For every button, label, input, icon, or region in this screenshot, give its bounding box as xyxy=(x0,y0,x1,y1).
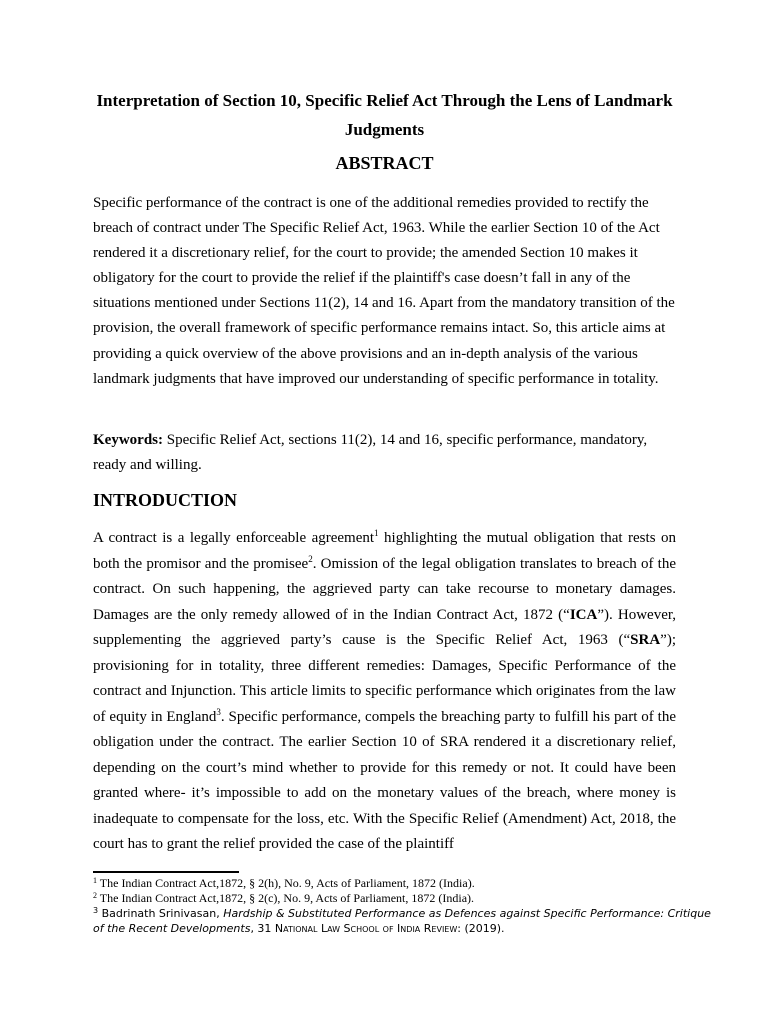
footnote-2 xyxy=(93,891,683,906)
footnote-ref[interactable]: 3 xyxy=(216,706,221,717)
footnote-3-cont xyxy=(93,921,683,936)
introduction-heading: INTRODUCTION xyxy=(93,490,238,510)
footnotes xyxy=(93,876,711,936)
intro-bold-abbrev: ICA xyxy=(569,606,598,623)
footnote-number: 3 xyxy=(93,906,99,915)
abstract-paragraph: Specific performance of the contract is one of the additional remedies provided to rectify the breach of contract under The Specific Relief Act, 1963. While the earlier Section 10 of the Act rendered it a discretionary relief, for the court to provide; the amended Section 10 makes it obligatory for the court to provide the relief if the plaintiff's case doesn’t fall in any of the situations mentioned under Sections 11(2), 14 and 16. Apart from the mandatory transition of the provision, the overall framework of specific performance remains intact. So, this article aims at providing a quick overview of the above provisions and an in-depth analysis of the various landmark judgments that have improved our understanding of specific performance in totality. xyxy=(93,195,675,387)
abstract-heading: ABSTRACT xyxy=(335,153,434,173)
footnote-number: 2 xyxy=(93,891,97,900)
footnote-ref[interactable]: 1 xyxy=(374,528,379,538)
footnote-text: The Indian Contract Act,1872, § 2(h), No. 9, Acts of Parliament, 1872 (India). xyxy=(97,876,475,890)
footnote-3 xyxy=(93,906,711,921)
footnote-number: 1 xyxy=(93,876,97,885)
intro-bold-abbrev: SRA xyxy=(630,632,661,648)
intro-text: ”); provisioning for in totality, three different remedies: Damages, Specific Performance of the contract and Injunction. This article limits to specific performance which originates from the law of equity in England xyxy=(93,632,676,725)
intro-text: highlighting the mutual obligation that rests on both the promisor and the promisee xyxy=(93,530,676,572)
footnote-journal: , 31 National Law School of India Review: (2019). xyxy=(250,922,505,935)
keywords-paragraph xyxy=(93,428,676,478)
footnote-author: Badrinath Srinivasan, xyxy=(98,907,224,920)
intro-text: . Specific performance, compels the breaching party to fulfill his part of the obligation under the contract. The earlier Section 10 of SRA rendered it a discretionary relief, depending on the court’s mind whether to provide for this remedy or not. It could have been granted where- it’s impossible to add on the monetary values of the breach, where money is inadequate to compensate for the loss, etc. With the Specific Relief (Amendment) Act, 2018, the court has to grant the relief provided the case of the plaintiff xyxy=(93,708,676,852)
introduction-paragraph xyxy=(93,526,676,858)
intro-text: ”). However, supplementing the aggrieved party’s cause is the Specific Relief Act, 1963 (“ xyxy=(93,606,676,648)
intro-text: . Omission of the legal obligation translates to breach of the contract. On such happening, the aggrieved party can take recourse to monetary damages. Damages are the only remedy allowed of in the Indian Contract Act, 1872 (“ xyxy=(93,555,676,623)
footnote-title: of the Recent Developments xyxy=(93,922,251,935)
keywords-text: Specific Relief Act, sections 11(2), 14 and 16, specific performance, mandatory, ready and willing. xyxy=(93,432,648,473)
footnote-title: Hardship & Substituted Performance as Defences against Specific Performance: Critique xyxy=(223,907,711,920)
intro-text: A contract is a legally enforceable agreement xyxy=(93,530,375,546)
footnote-separator xyxy=(93,871,239,873)
footnote-1 xyxy=(93,876,683,891)
footnote-ref[interactable]: 2 xyxy=(308,553,313,564)
footnote-text: The Indian Contract Act,1872, § 2(c), No. 9, Acts of Parliament, 1872 (India). xyxy=(97,891,475,905)
keywords-label: Keywords: xyxy=(93,432,163,448)
document-title: Interpretation of Section 10, Specific Relief Act Through the Lens of Landmark Judgments xyxy=(96,91,673,139)
